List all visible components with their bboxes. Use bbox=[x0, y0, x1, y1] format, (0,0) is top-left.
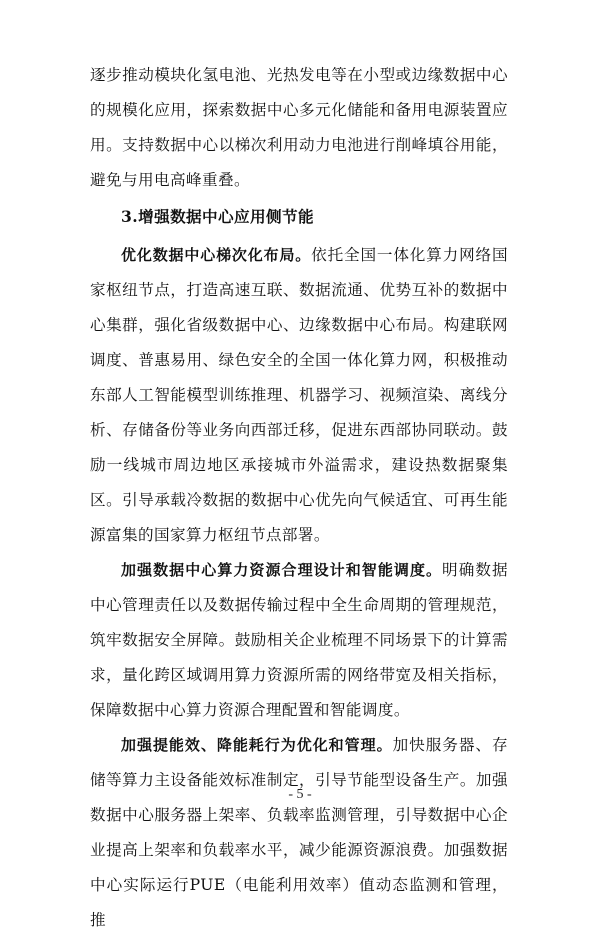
paragraph-storage-continuation: 逐步推动模块化氢电池、光热发电等在小型或边缘数据中心的规模化应用，探索数据中心多元化储能和备用电源装置应用。支持数据中心以梯次利用动力电池进行削峰填谷用能，避免与用电高峰重叠。 bbox=[90, 66, 508, 189]
paragraph-body-efficiency: 加快服务器、存储等算力主设备能效标准制定，引导节能型设备生产。加强数据中心服务器上架率、负载率监测管理，引导数据中心企业提高上架率和负载率水平，减少能源资源浪费。加强数据中心实际运行PUE（电能利用效率）值动态监测和管理，推 bbox=[90, 736, 508, 929]
paragraph-layout bbox=[90, 238, 508, 553]
paragraph-body-layout: 依托全国一体化算力网络国家枢纽节点，打造高速互联、数据流通、优势互补的数据中心集群，强化省级数据中心、边缘数据中心布局。构建联网调度、普惠易用、绿色安全的全国一体化算力网，积极推动东部人工智能模型训练推理、机器学习、视频渲染、离线分析、存储备份等业务向西部迁移，促进东西部协同联动。鼓励一线城市周边地区承接城市外溢需求，建设热数据聚集区。引导承载冷数据的数据中心优先向气候适宜、可再生能源富集的国家算力枢纽节点部署。 bbox=[90, 246, 508, 544]
paragraph-scheduling bbox=[90, 553, 508, 728]
paragraph-efficiency bbox=[90, 728, 508, 938]
page-number: - 5 - bbox=[288, 787, 312, 802]
paragraph-lead-scheduling: 加强数据中心算力资源合理设计和智能调度。 bbox=[121, 561, 443, 579]
document-body bbox=[90, 58, 508, 938]
section-heading: 3.增强数据中心应用侧节能 bbox=[121, 207, 315, 226]
paragraph-lead-efficiency: 加强提能效、降能耗行为优化和管理。 bbox=[121, 736, 393, 754]
paragraph-body-scheduling: 明确数据中心管理责任以及数据传输过程中全生命周期的管理规范，筑牢数据安全屏障。鼓励相关企业梳理不同场景下的计算需求，量化跨区域调用算力资源所需的网络带宽及相关指标，保障数据中心算力资源合理配置和智能调度。 bbox=[90, 561, 508, 719]
paragraph-lead-layout: 优化数据中心梯次化布局。 bbox=[121, 246, 312, 264]
